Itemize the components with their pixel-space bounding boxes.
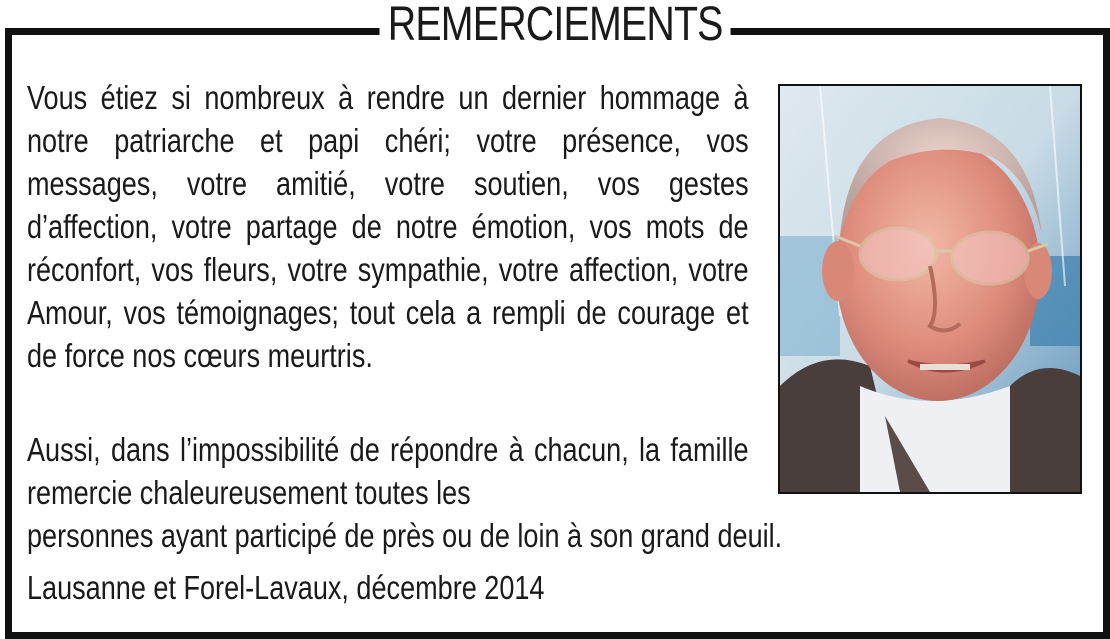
notice-title: REMERCIEMENTS <box>379 0 730 53</box>
family-thanks-paragraph: Aussi, dans l’impossibilité de répondre à chacun, la famille remercie chaleureusement toutes les <box>27 431 749 511</box>
notice-title-wrapper <box>0 0 1110 53</box>
thanks-paragraph: Vous étiez si nombreux à rendre un dernier hommage à notre patriarche et papi chéri; votre présence, vos messages, votre amitié, votre soutien, vos gestes d’affection, votre partage de notre émotion, vos mots de réconfort, vos fleurs, votre sympathie, votre affection, votre Amour, vos témoignages; tout cela a rempli de courage et de force nos cœurs meurtris. <box>27 79 749 374</box>
portrait-photo <box>778 84 1082 494</box>
place-and-date: Lausanne et Forel-Lavaux, décembre 2014 <box>27 569 545 606</box>
family-thanks-paragraph-end: personnes ayant participé de près ou de loin à son grand deuil. <box>27 517 783 554</box>
